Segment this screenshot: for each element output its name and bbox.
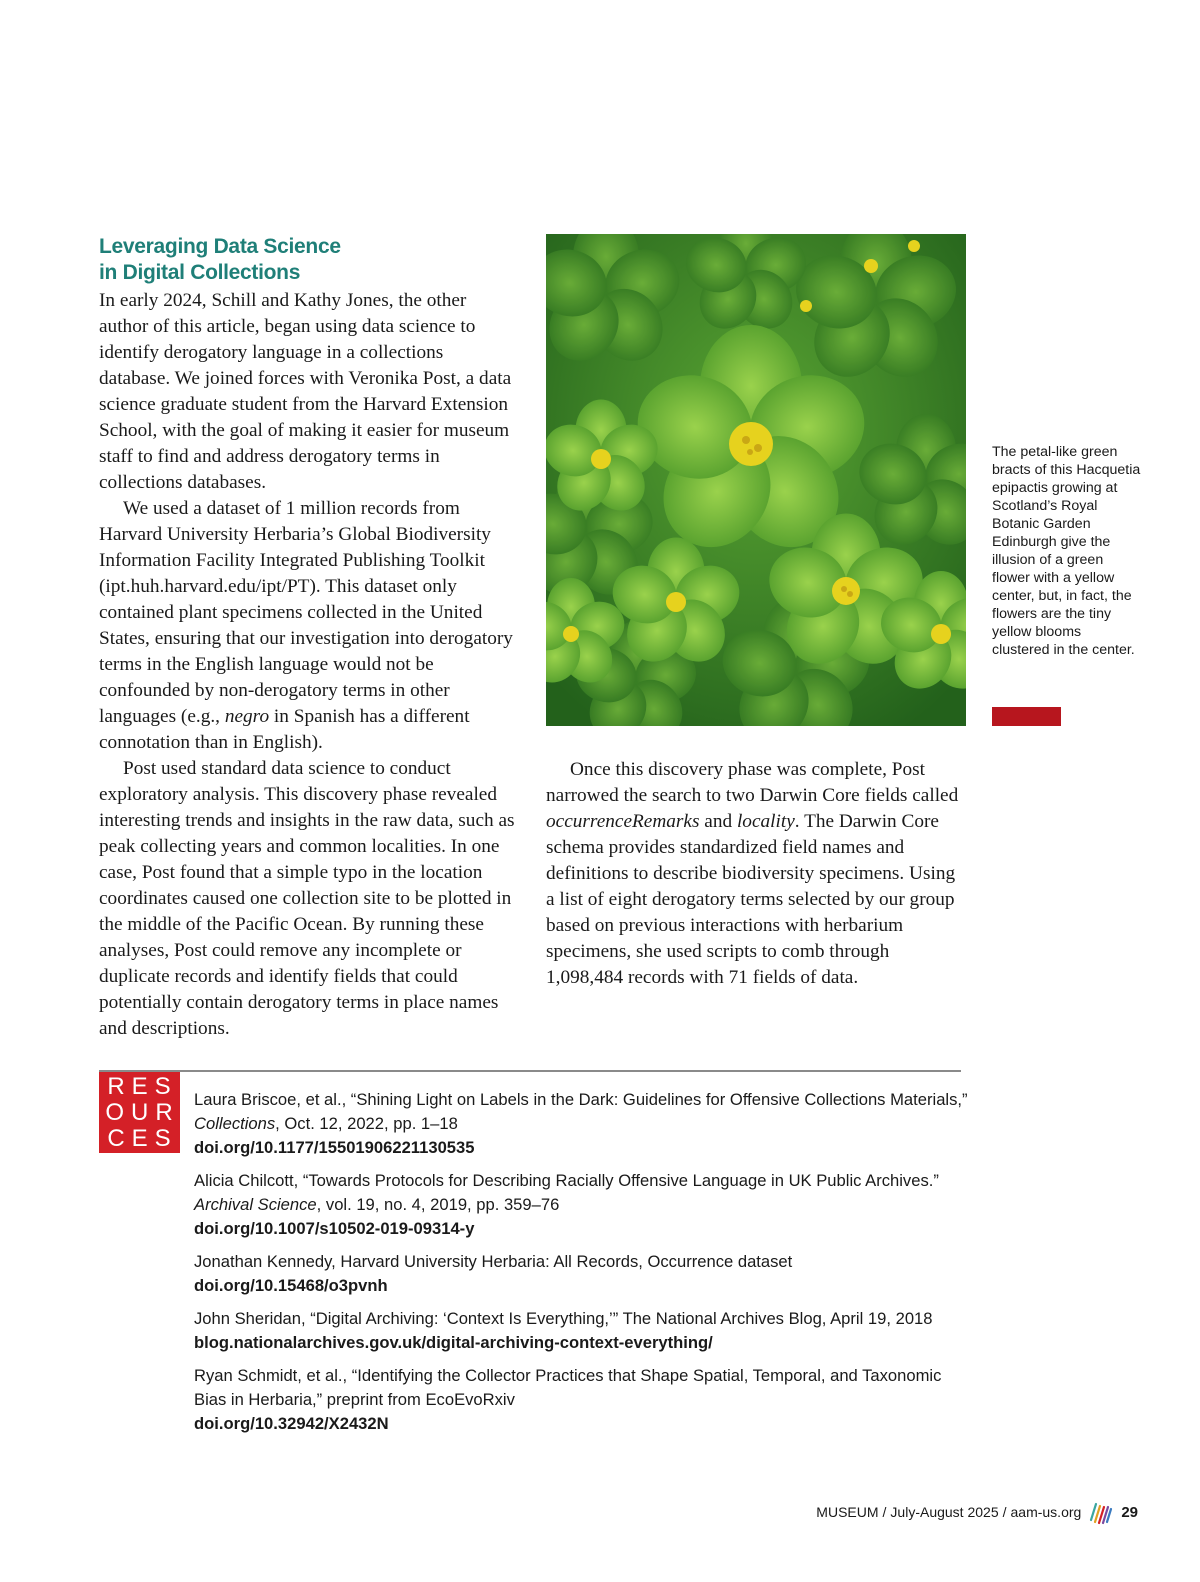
paragraph-1 [99,288,519,496]
reference-item [194,1364,974,1436]
paragraph-3-text: Post used standard data science to conduct exploratory analysis. This discovery phase revealed interesting trends and insights in the raw data, such as peak collecting years and common localities. In one case, Post found that a simple typo in the location coordinates caused one collection site to be plotted in the middle of the Pacific Ocean. By running these analyses, Post could remove any incomplete or duplicate records and identify fields that could potentially contain derogatory terms in place names and descriptions. [99,758,515,1039]
reference-details: , Oct. 12, 2022, pp. 1–18 [275,1114,458,1133]
resources-badge [99,1072,180,1153]
paragraph-2-emphasis: negro [224,706,270,727]
paragraph-4-emphasis-1: occurrenceRemarks [546,811,700,832]
heading-line-1: Leveraging Data Science [99,235,341,258]
footer-issue: July-August 2025 [890,1504,999,1520]
resources-divider [99,1070,961,1072]
reference-journal: Collections [194,1114,276,1133]
paragraph-4 [546,757,968,991]
caption-accent-bar [992,707,1061,726]
reference-item [194,1307,974,1355]
reference-text: Laura Briscoe, et al., “Shining Light on Labels in the Dark: Guidelines for Offensive Collections Materials,” [194,1090,968,1109]
paragraph-1-text: In early 2024, Schill and Kathy Jones, the other author of this article, began using data science to identify derogatory language in a collections database. We joined forces with Veronika Post, a data science graduate student from the Harvard Extension School, with the goal of making it easier for museum staff to find and address derogatory terms in collections databases. [99,290,512,493]
reference-details: , vol. 19, no. 4, 2019, pp. 359–76 [316,1195,560,1214]
aam-logo-icon [1087,1498,1113,1526]
paragraph-4-emphasis-2: locality [736,811,795,832]
reference-text: Ryan Schmidt, et al., “Identifying the Collector Practices that Shape Spatial, Temporal, and Taxonomic Bias in Herbaria,” preprint from EcoEvoRxiv [194,1366,942,1409]
paragraph-4-body [546,757,968,991]
reference-text: John Sheridan, “Digital Archiving: ‘Context Is Everything,’” The National Archives Blog, April 19, 2018 [194,1309,933,1328]
footer-site[interactable]: aam-us.org [1010,1504,1082,1520]
reference-link[interactable]: doi.org/10.1007/s10502-019-09314-y [194,1219,475,1238]
reference-item [194,1250,974,1298]
hacquetia-illustration [546,234,966,726]
photo-caption: The petal-like green bracts of this Hacquetia epipactis growing at Scotland’s Royal Botanic Garden Edinburgh give the illusion of a green flower with a yellow center, but, in fact, the flowers are the tiny yellow blooms clustered in the center. [992,444,1141,658]
reference-link[interactable]: doi.org/10.1177/15501906221130535 [194,1138,475,1157]
reference-text: Alicia Chilcott, “Towards Protocols for Describing Racially Offensive Language in UK Public Archives.” [194,1171,939,1190]
left-column [99,288,519,1042]
section-heading [99,234,519,286]
paragraph-4-text-mid: and [699,811,737,832]
paragraph-4-text-b: . The Darwin Core schema provides standardized field names and definitions to describe biodiversity specimens. Using a list of eight derogatory terms selected by our group based on previous interactions with herbarium specimens, she used scripts to comb through 1,098,484 records with 71 fields of data. [546,811,956,988]
reference-link[interactable]: doi.org/10.15468/o3pvnh [194,1276,388,1295]
flower-photo [546,234,966,726]
paragraph-2 [99,496,519,756]
reference-item [194,1169,974,1241]
reference-text: Jonathan Kennedy, Harvard University Herbaria: All Records, Occurrence dataset [194,1252,793,1271]
reference-link[interactable]: blog.nationalarchives.gov.uk/digital-archiving-context-everything/ [194,1333,713,1352]
reference-journal: Archival Science [194,1195,317,1214]
reference-item [194,1088,974,1160]
badge-row-1: RES [107,1073,178,1100]
resources-list [194,1088,974,1445]
badge-row-3: CES [107,1125,178,1152]
footer-separator: / [882,1504,887,1520]
paragraph-2-text-a: We used a dataset of 1 million records from Harvard University Herbaria’s Global Biodiversity Information Facility Integrated Publishing Toolkit (ipt.huh.harvard.edu/ipt/PT). This dataset only contained plant specimens collected in the United States, ensuring that our investigation into derogatory terms in the English language would not be confounded by non-derogatory terms in other languages (e.g., [99,498,513,727]
paragraph-4-text-a: Once this discovery phase was complete, Post narrowed the search to two Darwin Core fields called [546,759,959,806]
footer-magazine: MUSEUM [816,1504,879,1520]
badge-row-2: OUR [105,1099,180,1126]
page-number: 29 [1121,1503,1138,1521]
paragraph-3 [99,756,519,1042]
heading-line-2: in Digital Collections [99,261,301,284]
footer-separator: / [1002,1504,1007,1520]
paragraph-2-body [99,496,519,756]
paragraph-2-text-b: in Spanish has a different connotation than in English). [99,706,470,753]
page-footer [816,1498,1138,1526]
right-column [546,757,968,991]
reference-link[interactable]: doi.org/10.32942/X2432N [194,1414,389,1433]
